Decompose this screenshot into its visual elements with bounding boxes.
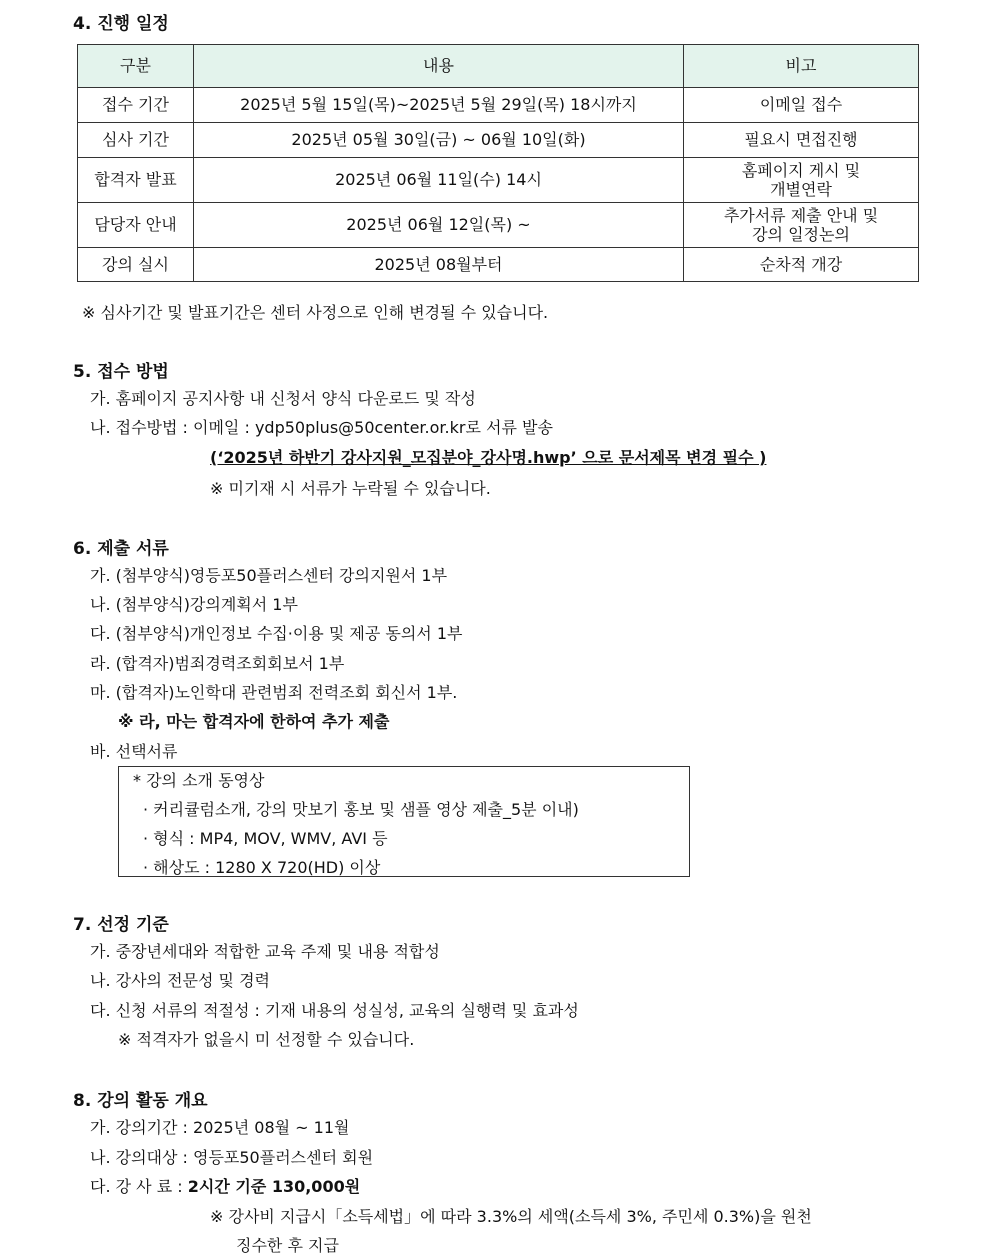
list-item: 나. 접수방법 : 이메일 : ydp50plus@50center.or.kr로 서류 발송 bbox=[90, 418, 553, 437]
table-cell: 2025년 08월부터 bbox=[194, 248, 684, 282]
table-cell: 2025년 5월 15일(목)~2025년 5월 29일(목) 18시까지 bbox=[194, 88, 684, 123]
section-7-heading: 7. 선정 기준 bbox=[73, 915, 169, 935]
table-cell: 강의 실시 bbox=[78, 248, 194, 282]
table-cell: 2025년 06월 11일(수) 14시 bbox=[194, 158, 684, 203]
section-5-heading: 5. 접수 방법 bbox=[73, 362, 169, 382]
table-row bbox=[78, 88, 919, 123]
filename-instruction: (‘2025년 하반기 강사지원_모집분야_강사명.hwp’ 으로 문서제목 변경 필수 ) bbox=[210, 448, 767, 467]
box-line: · 형식 : MP4, MOV, WMV, AVI 등 bbox=[143, 829, 388, 848]
list-item: 바. 선택서류 bbox=[90, 742, 178, 761]
list-item: 마. (합격자)노인학대 관련범죄 전력조회 회신서 1부. bbox=[90, 683, 458, 702]
table-cell-multiline: 홈페이지 게시 및 개별연락 bbox=[684, 158, 919, 203]
table-cell: 2025년 05월 30일(금) ~ 06월 10일(화) bbox=[194, 123, 684, 158]
section-6-heading: 6. 제출 서류 bbox=[73, 539, 169, 559]
table-header-cell: 비고 bbox=[684, 45, 919, 88]
table-row bbox=[78, 123, 919, 158]
table-header-row bbox=[78, 45, 919, 88]
section-4-heading: 4. 진행 일정 bbox=[73, 14, 169, 34]
list-item: 가. (첨부양식)영등포50플러스센터 강의지원서 1부 bbox=[90, 566, 448, 585]
table-row bbox=[78, 158, 919, 203]
list-item: 가. 중장년세대와 적합한 교육 주제 및 내용 적합성 bbox=[90, 942, 440, 961]
table-row bbox=[78, 203, 919, 248]
list-item: 가. 강의기간 : 2025년 08월 ~ 11월 bbox=[90, 1118, 350, 1137]
list-item: 나. 강의대상 : 영등포50플러스센터 회원 bbox=[90, 1148, 374, 1167]
schedule-table bbox=[77, 44, 919, 282]
warning-note: ※ 미기재 시 서류가 누락될 수 있습니다. bbox=[210, 479, 491, 498]
fee-note: ※ 강사비 지급시「소득세법」에 따라 3.3%의 세액(소득세 3%, 주민세 0.3%)을 원천 bbox=[210, 1207, 812, 1226]
table-cell: 이메일 접수 bbox=[684, 88, 919, 123]
table-cell: 담당자 안내 bbox=[78, 203, 194, 248]
box-line: · 커리큘럼소개, 강의 맛보기 홍보 및 샘플 영상 제출_5분 이내) bbox=[143, 800, 579, 819]
table-cell: 심사 기간 bbox=[78, 123, 194, 158]
table-row bbox=[78, 248, 919, 282]
fee-value: 2시간 기준 130,000원 bbox=[187, 1177, 361, 1196]
list-item: 가. 홈페이지 공지사항 내 신청서 양식 다운로드 및 작성 bbox=[90, 389, 476, 408]
table-cell: 접수 기간 bbox=[78, 88, 194, 123]
list-item: 나. (첨부양식)강의계획서 1부 bbox=[90, 595, 298, 614]
table-header-cell: 구분 bbox=[78, 45, 194, 88]
fee-label: 다. 강 사 료 : bbox=[90, 1177, 188, 1196]
list-item: 나. 강사의 전문성 및 경력 bbox=[90, 971, 270, 990]
table-cell: 필요시 면접진행 bbox=[684, 123, 919, 158]
section-8-heading: 8. 강의 활동 개요 bbox=[73, 1091, 208, 1111]
box-line: * 강의 소개 동영상 bbox=[133, 771, 265, 790]
list-item: 다. 신청 서류의 적절성 : 기재 내용의 성실성, 교육의 실행력 및 효과성 bbox=[90, 1001, 579, 1020]
list-item: 다. (첨부양식)개인정보 수집·이용 및 제공 동의서 1부 bbox=[90, 624, 463, 643]
fee-note-continued: 징수한 후 지급 bbox=[236, 1236, 339, 1255]
selection-note: ※ 적격자가 없을시 미 선정할 수 있습니다. bbox=[118, 1030, 415, 1049]
fee-line bbox=[90, 1174, 360, 1197]
table-cell: 합격자 발표 bbox=[78, 158, 194, 203]
successful-applicant-note: ※ 라, 마는 합격자에 한하여 추가 제출 bbox=[118, 712, 390, 731]
table-header-cell: 내용 bbox=[194, 45, 684, 88]
box-line: · 해상도 : 1280 X 720(HD) 이상 bbox=[143, 858, 381, 877]
optional-documents-box bbox=[118, 766, 690, 877]
list-item: 라. (합격자)범죄경력조회회보서 1부 bbox=[90, 654, 345, 673]
table-cell: 순차적 개강 bbox=[684, 248, 919, 282]
schedule-note: ※ 심사기간 및 발표기간은 센터 사정으로 인해 변경될 수 있습니다. bbox=[82, 303, 549, 322]
table-cell: 2025년 06월 12일(목) ~ bbox=[194, 203, 684, 248]
table-cell-multiline: 추가서류 제출 안내 및 강의 일정논의 bbox=[684, 203, 919, 248]
